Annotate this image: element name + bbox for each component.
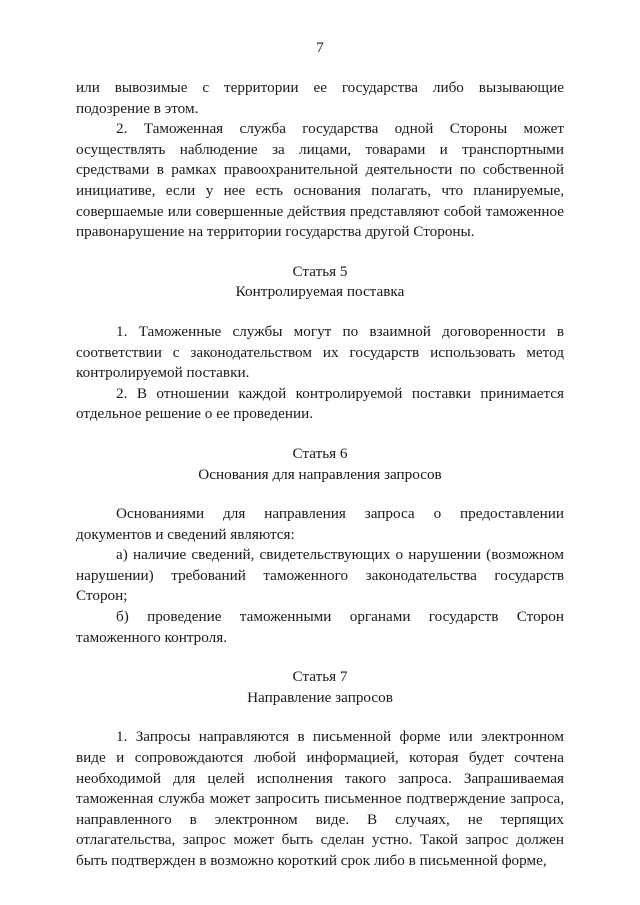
document-body <box>76 78 564 872</box>
article-6-heading <box>76 444 564 485</box>
paragraph-article6-intro: Основаниями для направления запроса о предоставлении документов и сведений являются: <box>76 505 564 543</box>
paragraph-article6-item-b: б) проведение таможенными органами государств Сторон таможенного контроля. <box>76 608 564 646</box>
article-title: Контролируемая поставка <box>235 283 405 301</box>
paragraph-article7-item1: 1. Запросы направляются в письменной форме или электронном виде и сопровождаются любой информацией, которая будет сочтена необходимой для целей исполнения такого запроса. Запрашиваемая таможенная служба может запросить письменное подтверждение запроса, направленного в электронном виде. В случаях, не терпящих отлагательства, запрос может быть сделан устно. Такой запрос должен быть подтвержден в возможно короткий срок либо в письменной форме, <box>76 728 564 869</box>
article-5-heading <box>76 262 564 303</box>
paragraph-article5-item2: 2. В отношении каждой контролируемой поставки принимается отдельное решение о ее проведении. <box>76 384 564 423</box>
article-title: Основания для направления запросов <box>198 465 442 483</box>
article-number: Статья 7 <box>292 668 348 686</box>
article-7-heading <box>76 667 564 708</box>
paragraph-article4-item2: 2. Таможенная служба государства одной Стороны может осуществлять наблюдение за лицами, товарами и транспортными средствами в рамках правоохранительной деятельности по собственной инициативе, если у нее есть основания полагать, что планируемые, совершаемые или совершенные действия представляют собой таможенное правонарушение на территории государства другой Стороны. <box>76 120 564 241</box>
paragraph-continuation: или вывозимые с территории ее государства либо вызывающие подозрение в этом. <box>76 79 564 117</box>
article-number: Статья 6 <box>292 444 348 462</box>
page-number: 7 <box>316 40 324 56</box>
article-title: Направление запросов <box>247 688 393 706</box>
article-number: Статья 5 <box>292 262 348 280</box>
paragraph-article5-item1: 1. Таможенные службы могут по взаимной договоренности в соответствии с законодательством их государств использовать метод контролируемой поставки. <box>76 322 564 382</box>
paragraph-article6-item-a: а) наличие сведений, свидетельствующих о нарушении (возможном нарушении) требований таможенного законодательства государств Сторон; <box>76 546 564 605</box>
